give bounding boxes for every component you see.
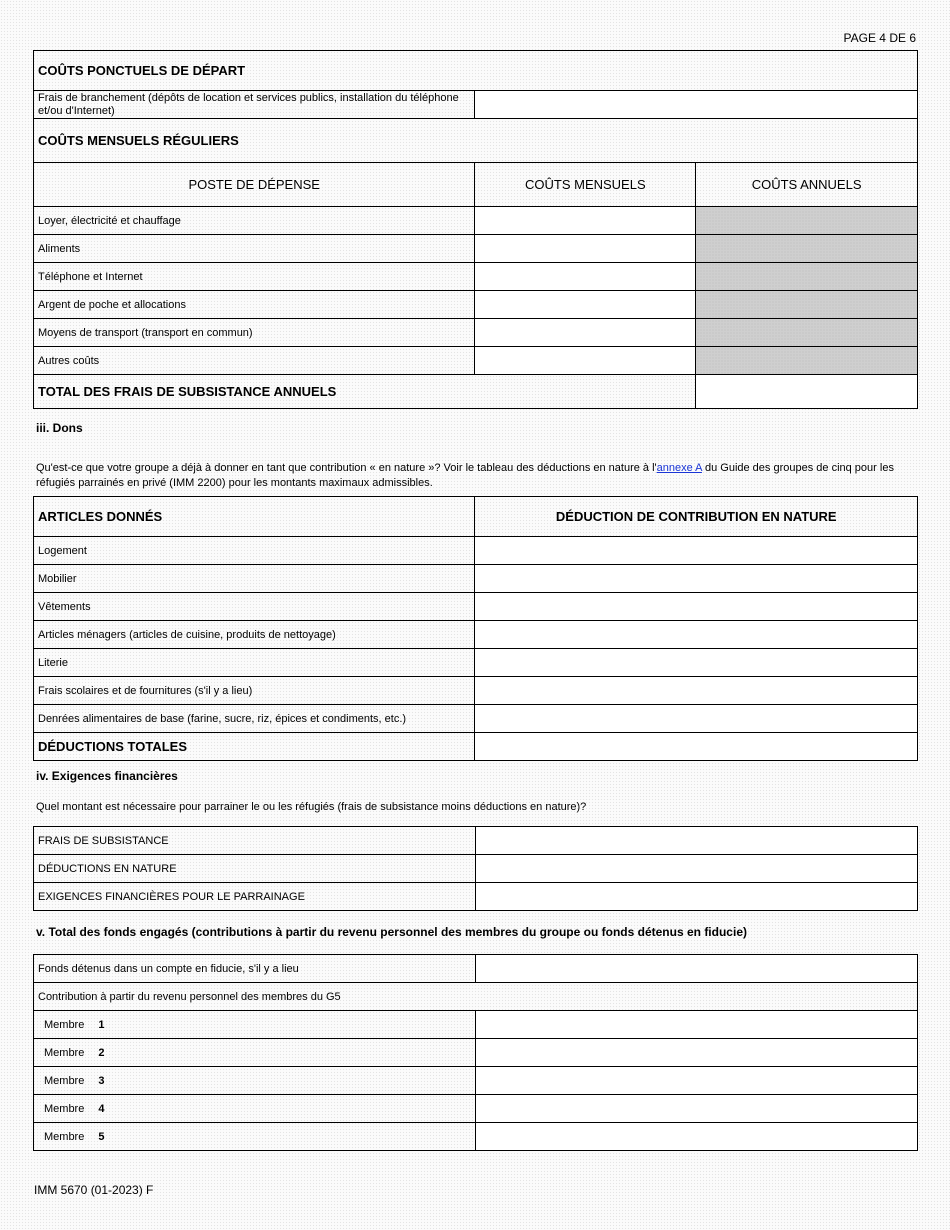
deduction-field[interactable] [475,593,918,621]
total-deductions-label: DÉDUCTIONS TOTALES [34,733,475,761]
annual-costs-header: COÛTS ANNUELS [696,163,918,207]
monthly-costs-heading: COÛTS MENSUELS RÉGULIERS [34,119,918,163]
monthly-cost-field[interactable] [475,207,696,235]
deduction-field[interactable] [475,677,918,705]
sponsorship-requirements-field[interactable] [475,883,917,911]
donated-item-label: Literie [34,649,475,677]
deduction-field[interactable] [475,705,918,733]
annual-cost-disabled [696,347,918,375]
annual-cost-disabled [696,319,918,347]
member-label: Membre [44,1130,85,1143]
member-number: 1 [98,1018,105,1031]
total-deductions-field[interactable] [475,733,918,761]
member-label: Membre [44,1074,85,1087]
monthly-cost-field[interactable] [475,291,696,319]
annual-cost-disabled [696,263,918,291]
costs-table [33,50,918,409]
dons-intro [36,461,916,491]
monthly-costs-header: COÛTS MENSUELS [475,163,696,207]
deduction-field[interactable] [475,621,918,649]
member-row-label [34,1123,476,1151]
member-label: Membre [44,1046,85,1059]
member-number: 5 [98,1130,105,1143]
donated-item-label: Mobilier [34,565,475,593]
member-number: 2 [98,1046,105,1059]
donated-item-label: Articles ménagers (articles de cuisine, produits de nettoyage) [34,621,475,649]
member-contribution-field[interactable] [475,1011,917,1039]
member-row-label [34,1039,476,1067]
member-row-label [34,1011,476,1039]
donated-items-header: ARTICLES DONNÉS [34,497,475,537]
expense-item-header: POSTE DE DÉPENSE [34,163,475,207]
financial-row-label: EXIGENCES FINANCIÈRES POUR LE PARRAINAGE [34,883,476,911]
living-costs-field[interactable] [475,827,917,855]
member-label: Membre [44,1102,85,1115]
financial-row-label: FRAIS DE SUBSISTANCE [34,827,476,855]
trust-funds-label: Fonds détenus dans un compte en fiducie, s'il y a lieu [34,955,476,983]
page-number: PAGE 4 DE 6 [843,31,916,45]
monthly-cost-field[interactable] [475,319,696,347]
donated-item-label: Frais scolaires et de fournitures (s'il y a lieu) [34,677,475,705]
total-living-costs-field[interactable] [696,375,918,409]
dons-intro-text: Qu'est-ce que votre groupe a déjà à donner en tant que contribution « en nature »? Voir le tableau des déductions en nature à l' [36,462,657,474]
deduction-field[interactable] [475,565,918,593]
monthly-cost-field[interactable] [475,263,696,291]
member-contribution-field[interactable] [475,1039,917,1067]
funds-table [33,954,918,1151]
donated-item-label: Logement [34,537,475,565]
donated-item-label: Denrées alimentaires de base (farine, sucre, riz, épices et condiments, etc.) [34,705,475,733]
annual-cost-disabled [696,207,918,235]
funds-section-title: v. Total des fonds engagés (contributions à partir du revenu personnel des membres du groupe ou fonds détenus en fiducie) [36,925,747,939]
member-label: Membre [44,1018,85,1031]
connection-fees-label: Frais de branchement (dépôts de location et services publics, installation du téléphone et/ou d'Internet) [34,91,475,119]
form-code-footer: IMM 5670 (01-2023) F [34,1183,154,1197]
expense-row-label: Loyer, électricité et chauffage [34,207,475,235]
member-contribution-field[interactable] [475,1123,917,1151]
deduction-field[interactable] [475,649,918,677]
annex-a-link[interactable]: annexe A [656,462,702,474]
in-kind-deductions-field[interactable] [475,855,917,883]
trust-funds-field[interactable] [475,955,917,983]
monthly-cost-field[interactable] [475,235,696,263]
one-time-costs-heading: COÛTS PONCTUELS DE DÉPART [34,51,918,91]
annual-cost-disabled [696,291,918,319]
personal-income-contribution-label: Contribution à partir du revenu personnel des membres du G5 [34,983,918,1011]
donated-item-label: Vêtements [34,593,475,621]
expense-row-label: Autres coûts [34,347,475,375]
connection-fees-field[interactable] [475,91,918,119]
member-row-label [34,1095,476,1123]
financial-section-title: iv. Exigences financières [36,769,178,783]
member-number: 3 [98,1074,105,1087]
member-contribution-field[interactable] [475,1095,917,1123]
expense-row-label: Aliments [34,235,475,263]
dons-intro-text-end: du Guide des groupes de cinq pour les réfugiés parrainés en privé (IMM 2200) pour les montants maximaux admissibles. [36,462,894,489]
financial-question: Quel montant est nécessaire pour parrainer le ou les réfugiés (frais de subsistance moins déductions en nature)? [36,801,587,813]
member-number: 4 [98,1102,105,1115]
expense-row-label: Argent de poche et allocations [34,291,475,319]
financial-row-label: DÉDUCTIONS EN NATURE [34,855,476,883]
annual-cost-disabled [696,235,918,263]
in-kind-deduction-header: DÉDUCTION DE CONTRIBUTION EN NATURE [475,497,918,537]
member-row-label [34,1067,476,1095]
monthly-cost-field[interactable] [475,347,696,375]
dons-section-title: iii. Dons [36,421,83,435]
total-living-costs-label: TOTAL DES FRAIS DE SUBSISTANCE ANNUELS [34,375,696,409]
deduction-field[interactable] [475,537,918,565]
financial-table [33,826,918,911]
expense-row-label: Moyens de transport (transport en commun) [34,319,475,347]
member-contribution-field[interactable] [475,1067,917,1095]
expense-row-label: Téléphone et Internet [34,263,475,291]
donations-table [33,496,918,761]
